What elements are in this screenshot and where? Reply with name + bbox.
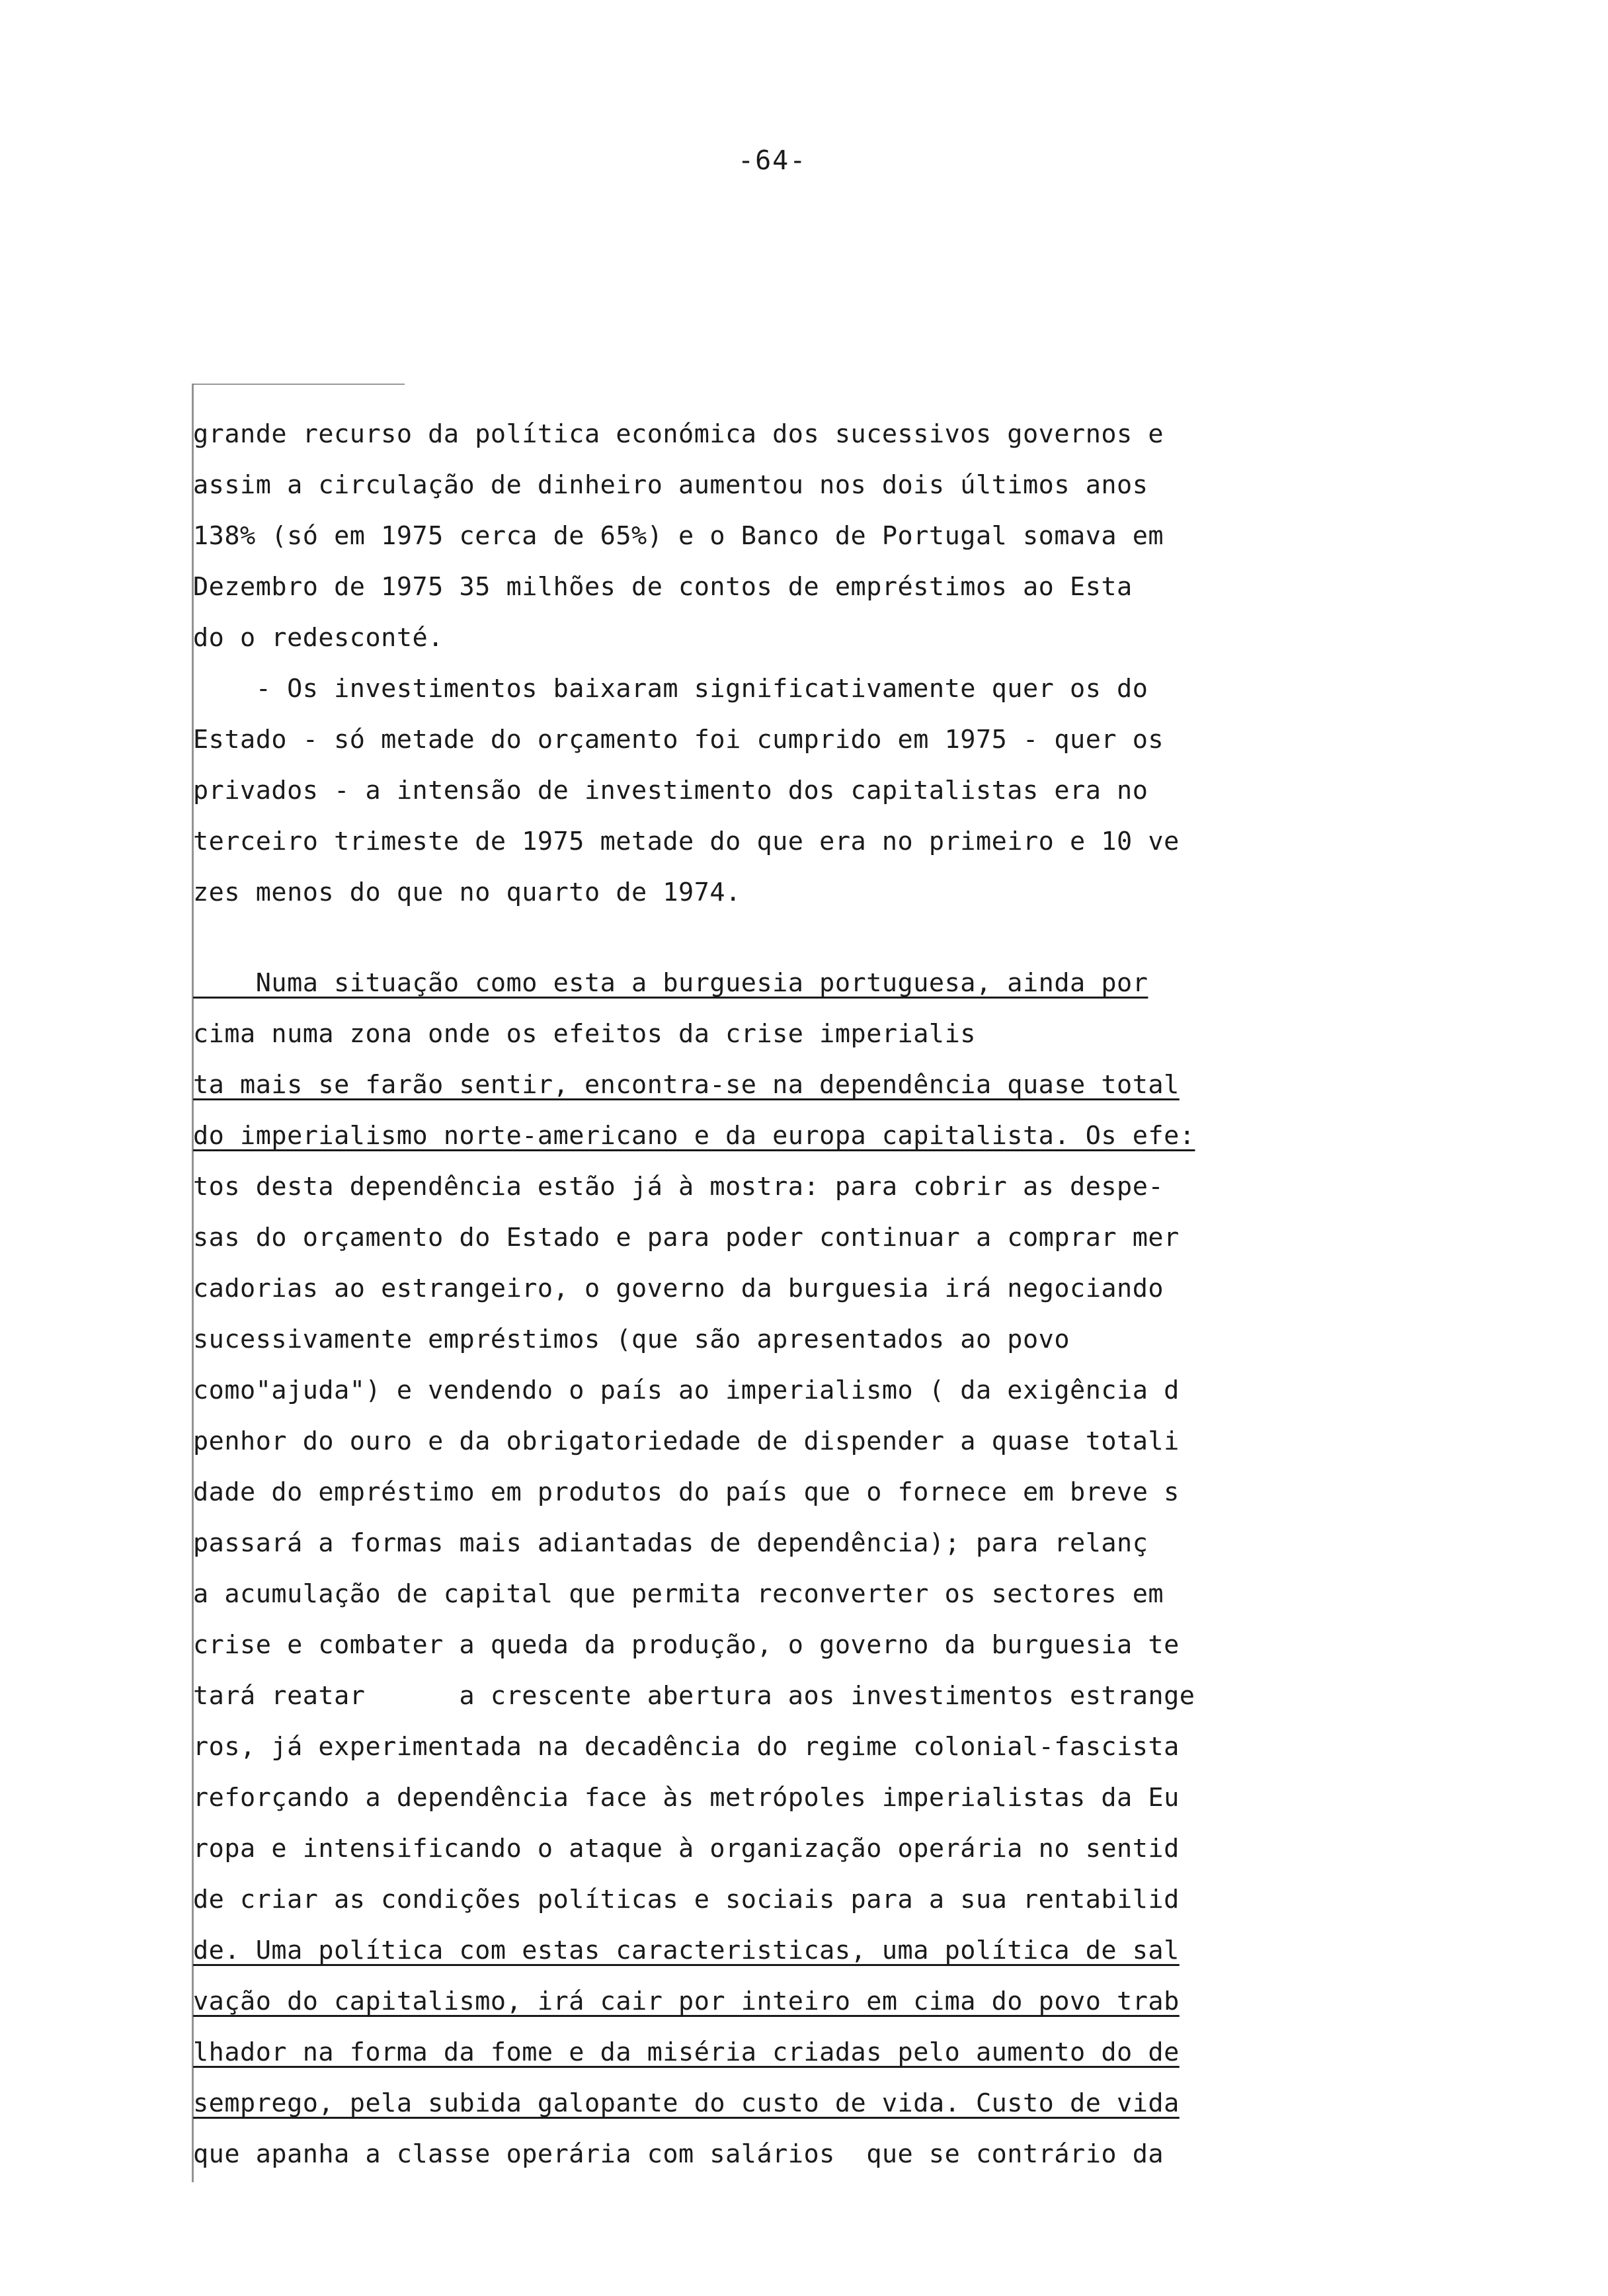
text-line: tos desta dependência estão já à mostra: para cobrir as despe- [193,1172,1164,1202]
text-line: - Os investimentos baixaram significativamente quer os do [193,674,1148,704]
text-line: crise e combater a queda da produção, o governo da burguesia te [193,1630,1180,1660]
text-line-underlined: lhador na forma da fome e da miséria criadas pelo aumento do de [193,2037,1180,2067]
paragraph-2 [193,958,1476,2180]
text-line: do o redesconté. [193,623,444,653]
text-line: sas do orçamento do Estado e para poder continuar a comprar mer [193,1223,1180,1252]
text-line: zes menos do que no quarto de 1974. [193,878,741,907]
top-margin-line [193,384,405,385]
text-line: Dezembro de 1975 35 milhões de contos de empréstimos ao Esta [193,572,1133,602]
text-line: de criar as condições políticas e sociais para a sua rentabilid [193,1885,1180,1914]
text-line-underlined: Numa situação como esta a burguesia portuguesa, ainda por [193,968,1148,998]
text-line: assim a circulação de dinheiro aumentou nos dois últimos anos [193,470,1148,500]
text-line: terceiro trimeste de 1975 metade do que era no primeiro e 10 ve [193,827,1180,856]
text-line-underlined: de. Uma política com estas caracteristicas, uma política de sal [193,1936,1180,1965]
text-line: que apanha a classe operária com salários que se contrário da [193,2139,1164,2169]
text-line: tará reatar a crescente abertura aos investimentos estrange [193,1681,1195,1711]
text-line: ros, já experimentada na decadência do regime colonial-fascista [193,1732,1180,1762]
text-line: ropa e intensificando o ataque à organização operária no sentid [193,1834,1180,1864]
text-line: dade do empréstimo em produtos do país que o fornece em breve s [193,1477,1180,1507]
text-line: a acumulação de capital que permita reconverter os sectores em [193,1579,1164,1609]
text-line: 138% (só em 1975 cerca de 65%) e o Banco de Portugal somava em [193,521,1164,551]
text-line: reforçando a dependência face às metrópoles imperialistas da Eu [193,1783,1180,1813]
text-line: privados - a intensão de investimento dos capitalistas era no [193,776,1148,805]
text-line-underlined: vação do capitalismo, irá cair por inteiro em cima do povo trab [193,1987,1180,2016]
text-line-underlined: semprego, pela subida galopante do custo de vida. Custo de vida [193,2088,1180,2118]
text-line: Estado - só metade do orçamento foi cumprido em 1975 - quer os [193,725,1164,755]
text-line: sucessivamente empréstimos (que são apresentados ao povo [193,1325,1070,1354]
text-line-underlined: ta mais se farão sentir, encontra-se na dependência quase total [193,1070,1180,1100]
text-line: cima numa zona onde os efeitos da crise imperialis [193,1019,976,1049]
text-line: penhor do ouro e da obrigatoriedade de dispender a quase totali [193,1426,1180,1456]
page-number: -64- [738,145,807,176]
text-line: grande recurso da política económica dos sucessivos governos e [193,419,1164,449]
text-line: como"ajuda") e vendendo o país ao imperialismo ( da exigência d [193,1375,1180,1405]
paragraph-1 [193,409,1476,918]
text-line: cadorias ao estrangeiro, o governo da burguesia irá negociando [193,1274,1164,1303]
text-line: passará a formas mais adiantadas de dependência); para relanç [193,1528,1148,1558]
text-line-underlined: do imperialismo norte-americano e da europa capitalista. Os efe: [193,1121,1195,1151]
